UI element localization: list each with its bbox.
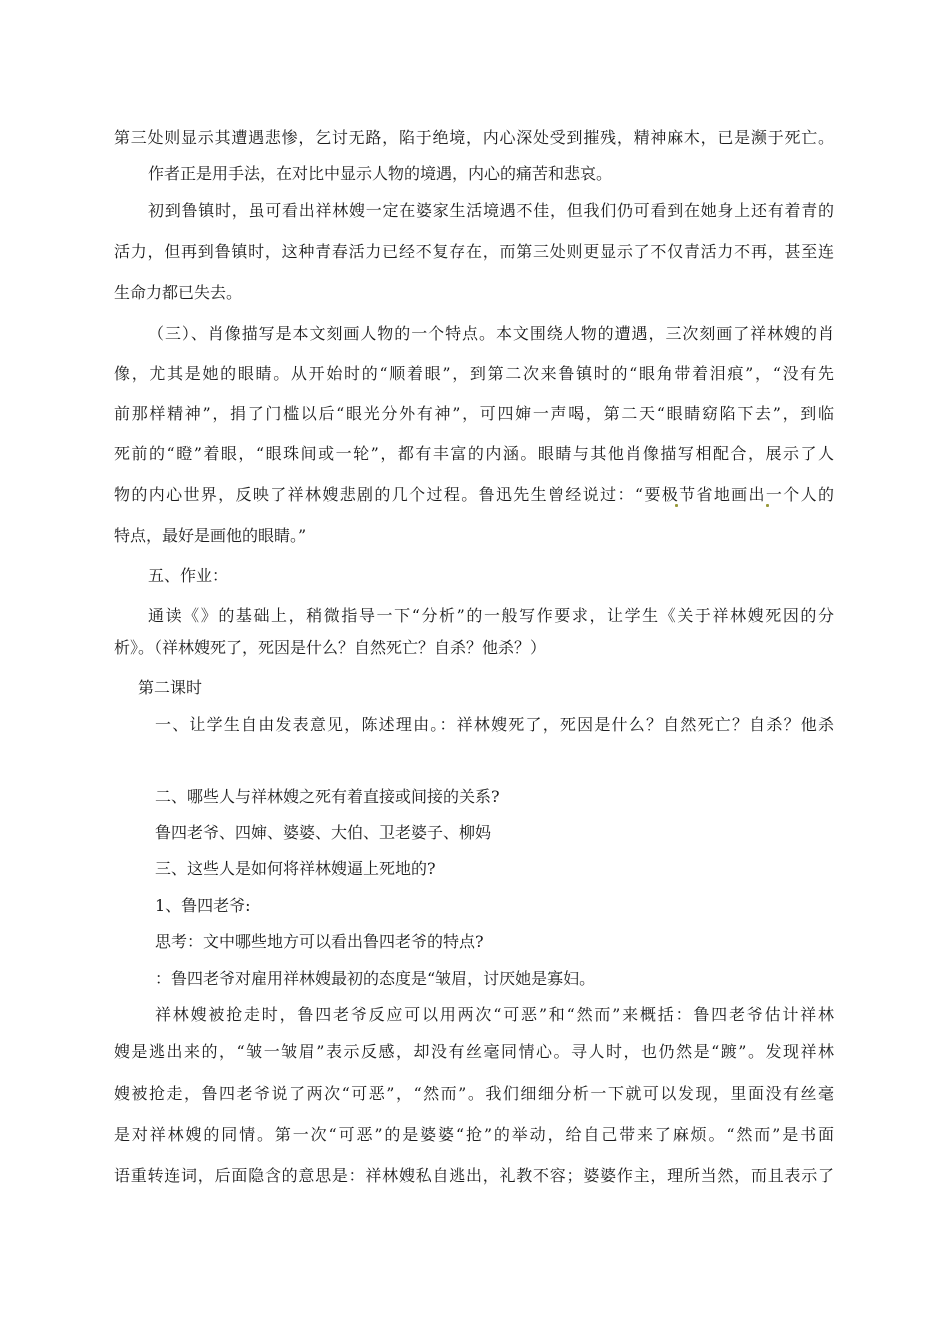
question-line: 二、哪些人与祥林嫂之死有着直接或间接的关系?: [155, 787, 500, 806]
annotation-mark: [766, 504, 769, 507]
paragraph-line: 特点，最好是画他的眼睛。”: [114, 526, 307, 545]
paragraph-line: 通读《》的基础上，稍微指导一下“分析”的一般写作要求，让学生《关于祥林嫂死因的分: [148, 606, 834, 625]
paragraph-line: 祥林嫂被抢走时，鲁四老爷反应可以用两次“可恶”和“然而”来概括：鲁四老爷估计祥林: [155, 1005, 834, 1024]
annotation-mark: [675, 504, 678, 507]
paragraph-line: 死前的“瞪”着眼，“眼珠间或一轮”，都有丰富的内涵。眼睛与其他肖像描写相配合，展示了人: [114, 444, 834, 463]
paragraph-line: （三）、肖像描写是本文刻画人物的一个特点。本文围绕人物的遭遇，三次刻画了祥林嫂的肖: [148, 324, 834, 343]
paragraph-line: 初到鲁镇时，虽可看出祥林嫂一定在婆家生活境遇不佳，但我们仍可看到在她身上还有着青的: [148, 201, 834, 220]
paragraph-line: 像，尤其是她的眼睛。从开始时的“顺着眼”，到第二次来鲁镇时的“眼角带着泪痕”，“没有先: [114, 364, 834, 383]
paragraph-line: 物的内心世界，反映了祥林嫂悲剧的几个过程。鲁迅先生曾经说过：“要极节省地画出一个人的: [114, 485, 834, 504]
paragraph-line: 语重转连词，后面隐含的意思是：祥林嫂私自逃出，礼教不容；婆婆作主，理所当然，而且表示了: [114, 1166, 834, 1185]
paragraph-line: 前那样精神”，捐了门槛以后“眼光分外有神”，可四婶一声喝，第二天“眼睛窈陷下去”，到临: [114, 404, 834, 423]
paragraph-line: 是对祥林嫂的同情。第一次“可恶”的是婆婆“抢”的举动，给自己带来了麻烦。“然而”是书面: [114, 1125, 834, 1144]
paragraph-line: 活力，但再到鲁镇时，这种青春活力已经不复存在，而第三处则更显示了不仅青活力不再，甚至连: [114, 242, 834, 261]
subheading: 1、鲁四老爷:: [155, 896, 251, 915]
paragraph-line: 思考：文中哪些地方可以看出鲁四老爷的特点?: [155, 932, 484, 951]
paragraph-line: 嫂是逃出来的，“皱一皱眉”表示反感，却没有丝毫同情心。寻人时，也仍然是“踱”。发现祥林: [114, 1042, 834, 1061]
paragraph-line: 生命力都已失去。: [114, 283, 243, 302]
paragraph-line: 鲁四老爷、四婶、婆婆、大伯、卫老婆子、柳妈: [155, 823, 492, 842]
paragraph-line: 一、让学生自由发表意见，陈述理由。：祥林嫂死了，死因是什么？自然死亡？自杀？他杀: [155, 715, 834, 734]
paragraph-line: 作者正是用手法，在对比中显示人物的境遇，内心的痛苦和悲哀。: [148, 164, 613, 183]
question-line: 三、这些人是如何将祥林嫂逼上死地的?: [155, 859, 436, 878]
section-heading: 五、作业：: [148, 566, 229, 585]
paragraph-line: 析》。（祥林嫂死了，死因是什么？自然死亡？自杀？他杀？）: [114, 638, 547, 657]
lesson-heading: 第二课时: [138, 678, 203, 697]
paragraph-line: 嫂被抢走，鲁四老爷说了两次“可恶”，“然而”。我们细细分析一下就可以发现，里面没有丝毫: [114, 1084, 834, 1103]
paragraph-line: 第三处则显示其遭遇悲惨，乞讨无路，陷于绝境，内心深处受到摧残，精神麻木，已是濒于死亡。: [114, 128, 834, 147]
paragraph-line: ：鲁四老爷对雇用祥林嫂最初的态度是“皱眉，讨厌她是寡妇。: [155, 969, 596, 988]
